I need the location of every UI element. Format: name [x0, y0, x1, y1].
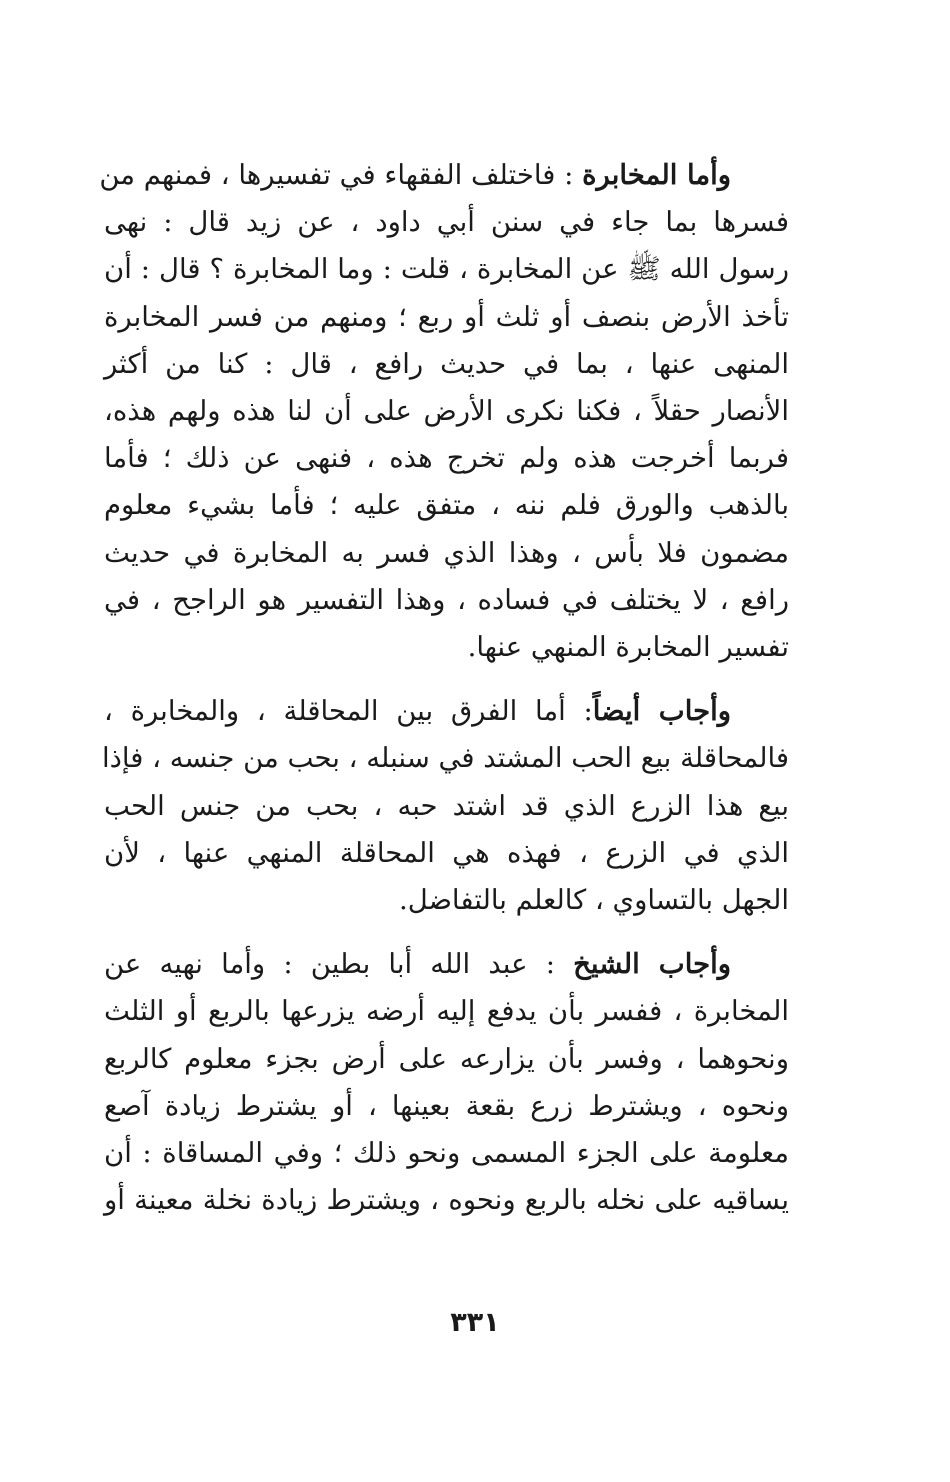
text-line: بالذهب والورق فلم ننه ، متفق عليه ؛ فأما بشيء معلوم: [104, 489, 789, 522]
text-line: معلومة على الجزء المسمى ونحو ذلك ؛ وفي المساقاة : أن: [104, 1137, 789, 1170]
text-line: المخابرة ، ففسر بأن يدفع إليه أرضه يزرعها بالربع أو الثلث: [104, 995, 789, 1028]
text-line: تفسير المخابرة المنهي عنها.: [467, 631, 789, 664]
line-text: : عبد الله أبا بطين : وأما نهيه عن: [104, 948, 574, 981]
paragraph-muhaqala: [104, 688, 847, 924]
line-text: : أما الفرق بين المحاقلة ، والمخابرة ،: [104, 695, 593, 728]
text-line: الأنصار حقلاً ، فكنا نكرى الأرض على أن لنا هذه ولهم هذه،: [104, 395, 789, 428]
text-line: فسرها بما جاء في سنن أبي داود ، عن زيد قال : نهى: [104, 206, 789, 239]
paragraph-lead: وأجاب الشيخ: [573, 948, 731, 981]
line-text: : فاختلف الفقهاء في تفسيرها ، فمنهم من: [99, 159, 583, 191]
text-line: الجهل بالتساوي ، كالعلم بالتفاضل.: [399, 884, 789, 917]
body-text: [99, 152, 847, 1224]
text-line: ونحوهما ، وفسر بأن يزارعه على أرض بجزء معلوم كالربع: [104, 1042, 789, 1075]
text-line: مضمون فلا بأس ، وهذا الذي فسر به المخابرة في حديث: [104, 536, 789, 569]
paragraph-lead: وأما المخابرة: [582, 159, 731, 191]
text-line: تأخذ الأرض بنصف أو ثلث أو ربع ؛ ومنهم من فسر المخابرة: [104, 300, 789, 333]
text-line: رافع ، لا يختلف في فساده ، وهذا التفسير هو الراجح ، في: [104, 583, 789, 616]
text-line: [99, 152, 847, 199]
text-line: [104, 688, 847, 735]
text-line: ونحوه ، ويشترط زرع بقعة بعينها ، أو يشترط زيادة آصع: [104, 1089, 789, 1122]
text-line: الذي في الزرع ، فهذه هي المحاقلة المنهي عنها ، لأن: [104, 836, 789, 869]
text-line: بيع هذا الزرع الذي قد اشتد حبه ، بحب من جنس الحب: [104, 789, 789, 822]
paragraph-sheikh-answer: [104, 941, 847, 1224]
paragraph-mukhabara: [99, 152, 847, 671]
text-line: [104, 941, 847, 988]
paragraph-lead: وأجاب أيضاً: [592, 695, 731, 728]
text-line: فالمحاقلة بيع الحب المشتد في سنبله ، بحب من جنسه ، فإذا: [102, 742, 789, 775]
text-line: فربما أخرجت هذه ولم تخرج هذه ، فنهى عن ذلك ؛ فأما: [104, 442, 789, 475]
text-line: يساقيه على نخله بالربع ونحوه ، ويشترط زيادة نخلة معينة أو: [104, 1184, 789, 1217]
page-number: ٣٣١: [450, 1307, 500, 1338]
text-line: رسول الله ﷺ عن المخابرة ، قلت : وما المخابرة ؟ قال : أن: [104, 253, 789, 286]
text-line: المنهى عنها ، بما في حديث رافع ، قال : كنا من أكثر: [104, 347, 789, 380]
